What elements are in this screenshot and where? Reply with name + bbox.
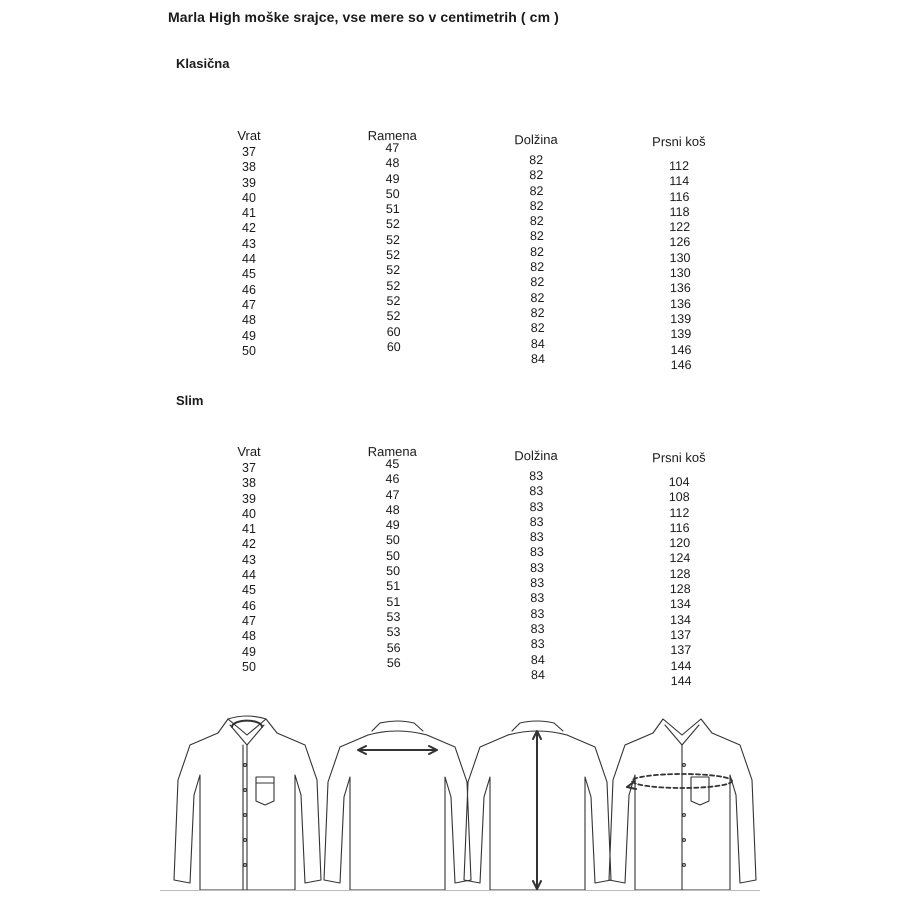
table-cell: 83 (530, 591, 545, 606)
table-cell: 53 (386, 625, 401, 640)
table-cell: 84 (530, 336, 545, 351)
table-cell: 53 (386, 609, 401, 625)
table-cell: 83 (529, 468, 544, 484)
table-cell: 82 (530, 321, 545, 336)
table-cell: 52 (386, 293, 401, 309)
table-cell: 41 (242, 206, 256, 221)
table-cell: 60 (386, 339, 401, 354)
table-cell: 40 (242, 190, 256, 205)
shirt-front-chest-icon (609, 719, 756, 890)
table-cell: 116 (669, 189, 690, 204)
table-cell: 50 (386, 564, 401, 579)
table-cell: 82 (530, 290, 545, 305)
section-label-klasicna: Klasična (176, 56, 230, 71)
table-cell: 137 (670, 643, 692, 658)
table-cell: 83 (530, 606, 545, 621)
table-cell: 137 (670, 627, 692, 643)
table-cell: 50 (242, 343, 256, 358)
table-cell: 82 (530, 275, 545, 290)
table-cell: 112 (669, 505, 690, 520)
table-cell: 83 (529, 484, 544, 499)
table-cell: 130 (669, 265, 691, 281)
column-dolzina (501, 131, 573, 368)
table-cell: 39 (242, 491, 256, 506)
table-cell: 47 (385, 487, 400, 502)
table-cell: 49 (242, 328, 256, 343)
table-cell: 82 (530, 244, 545, 259)
table-cell: 146 (670, 342, 692, 357)
table-cell: 144 (670, 673, 692, 688)
table-cell: 37 (242, 145, 256, 159)
table-cell: 108 (668, 490, 690, 505)
table-cell: 47 (242, 297, 256, 312)
table-cell: 134 (670, 612, 692, 627)
table-cell: 83 (530, 576, 545, 591)
table-cell: 49 (385, 518, 400, 533)
table-cell: 83 (529, 499, 544, 514)
column-header: Prsni koš (652, 133, 706, 150)
table-cell: 52 (386, 263, 401, 278)
table-cell: 38 (242, 160, 256, 175)
table-cell: 104 (668, 474, 690, 490)
table-cell: 45 (242, 267, 256, 282)
table-cell: 112 (669, 158, 690, 174)
table-cell: 50 (385, 186, 400, 201)
table-cell: 52 (386, 248, 401, 263)
table-cell: 46 (242, 598, 256, 613)
table-cell: 52 (385, 217, 400, 232)
table-cell: 48 (242, 313, 256, 328)
table-cell: 130 (669, 250, 691, 265)
table-cell: 116 (669, 520, 690, 535)
table-cell: 51 (386, 594, 401, 609)
table-cell: 56 (386, 655, 401, 670)
column-header: Ramena (367, 127, 417, 144)
table-cell: 84 (530, 667, 545, 682)
table-cell: 50 (385, 548, 400, 563)
table-cell: 83 (530, 637, 545, 652)
table-cell: 49 (242, 644, 256, 659)
table-cell: 52 (386, 309, 401, 324)
table-cell: 128 (669, 581, 691, 597)
table-cell: 46 (242, 282, 256, 297)
table-cell: 128 (669, 566, 691, 581)
table-cell: 144 (670, 658, 692, 673)
column-header: Vrat (237, 444, 261, 459)
table-cell: 84 (530, 351, 545, 366)
table-cell: 44 (242, 252, 256, 267)
column-header: Vrat (237, 128, 261, 143)
table-cell: 82 (529, 152, 544, 168)
table-cell: 82 (529, 183, 544, 198)
table-cell: 82 (530, 260, 545, 275)
table-cell: 52 (386, 278, 401, 293)
column-vrat (228, 127, 270, 359)
table-cell: 38 (242, 476, 256, 491)
table-cell: 45 (242, 583, 256, 598)
page-edge-line (160, 890, 760, 891)
table-cell: 120 (669, 536, 691, 551)
table-cell: 82 (530, 305, 545, 321)
table-cell: 46 (385, 472, 400, 487)
column-header: Prsni koš (652, 449, 706, 466)
table-cell: 50 (385, 533, 400, 548)
table-cell: 56 (386, 640, 401, 655)
table-cell: 43 (242, 236, 256, 251)
table-cell: 82 (529, 168, 544, 183)
table-cell: 139 (670, 311, 692, 327)
shirt-back-shoulder-width-icon (324, 721, 471, 890)
table-cell: 47 (242, 613, 256, 628)
table-cell: 48 (385, 156, 400, 171)
table-cell: 41 (242, 522, 256, 537)
table-cell: 37 (242, 461, 256, 475)
table-cell: 40 (242, 506, 256, 521)
table-cell: 48 (242, 629, 256, 644)
measurement-illustrations (170, 705, 780, 895)
column-prsni-kos (642, 133, 719, 374)
table-cell: 83 (529, 530, 544, 545)
column-header: Dolžina (514, 447, 558, 464)
table-cell: 82 (529, 229, 544, 244)
column-prsni-kos (642, 449, 719, 690)
table-cell: 83 (529, 514, 544, 529)
column-ramena (357, 443, 429, 672)
table-cell: 60 (386, 324, 401, 339)
table-cell: 51 (385, 202, 400, 217)
shirt-front-collar-icon (174, 716, 321, 890)
table-cell: 82 (529, 214, 544, 229)
column-ramena (357, 127, 429, 356)
table-cell: 44 (242, 568, 256, 583)
table-cell: 48 (385, 502, 400, 517)
page-title: Marla High moške srajce, vse mere so v centimetrih ( cm ) (168, 9, 559, 25)
table-cell: 82 (529, 198, 544, 213)
table-cell: 47 (385, 140, 400, 156)
table-cell: 122 (669, 220, 691, 235)
table-cell: 42 (242, 221, 256, 236)
table-cell: 51 (386, 579, 401, 594)
table-cell: 45 (385, 456, 400, 472)
table-cell: 114 (669, 174, 690, 189)
table-cell: 49 (385, 171, 400, 186)
table-cell: 126 (669, 235, 691, 250)
table-cell: 39 (242, 175, 256, 190)
table-cell: 42 (242, 537, 256, 552)
column-header: Dolžina (514, 131, 558, 148)
column-header: Ramena (367, 443, 417, 460)
shirt-back-length-icon (464, 721, 611, 890)
table-cell: 83 (530, 621, 545, 637)
column-vrat (228, 443, 270, 675)
section-label-slim: Slim (176, 393, 204, 408)
table-cell: 118 (669, 204, 690, 219)
table-cell: 50 (242, 659, 256, 674)
table-cell: 83 (530, 560, 545, 575)
table-cell: 52 (385, 232, 400, 247)
table-cell: 146 (670, 357, 692, 372)
column-dolzina (501, 447, 573, 684)
table-cell: 124 (669, 551, 691, 566)
table-cell: 136 (670, 296, 692, 311)
table-cell: 43 (242, 552, 256, 567)
table-cell: 83 (529, 545, 544, 560)
table-cell: 84 (530, 652, 545, 667)
table-cell: 136 (669, 281, 691, 296)
table-cell: 139 (670, 327, 692, 342)
table-cell: 134 (669, 597, 691, 612)
